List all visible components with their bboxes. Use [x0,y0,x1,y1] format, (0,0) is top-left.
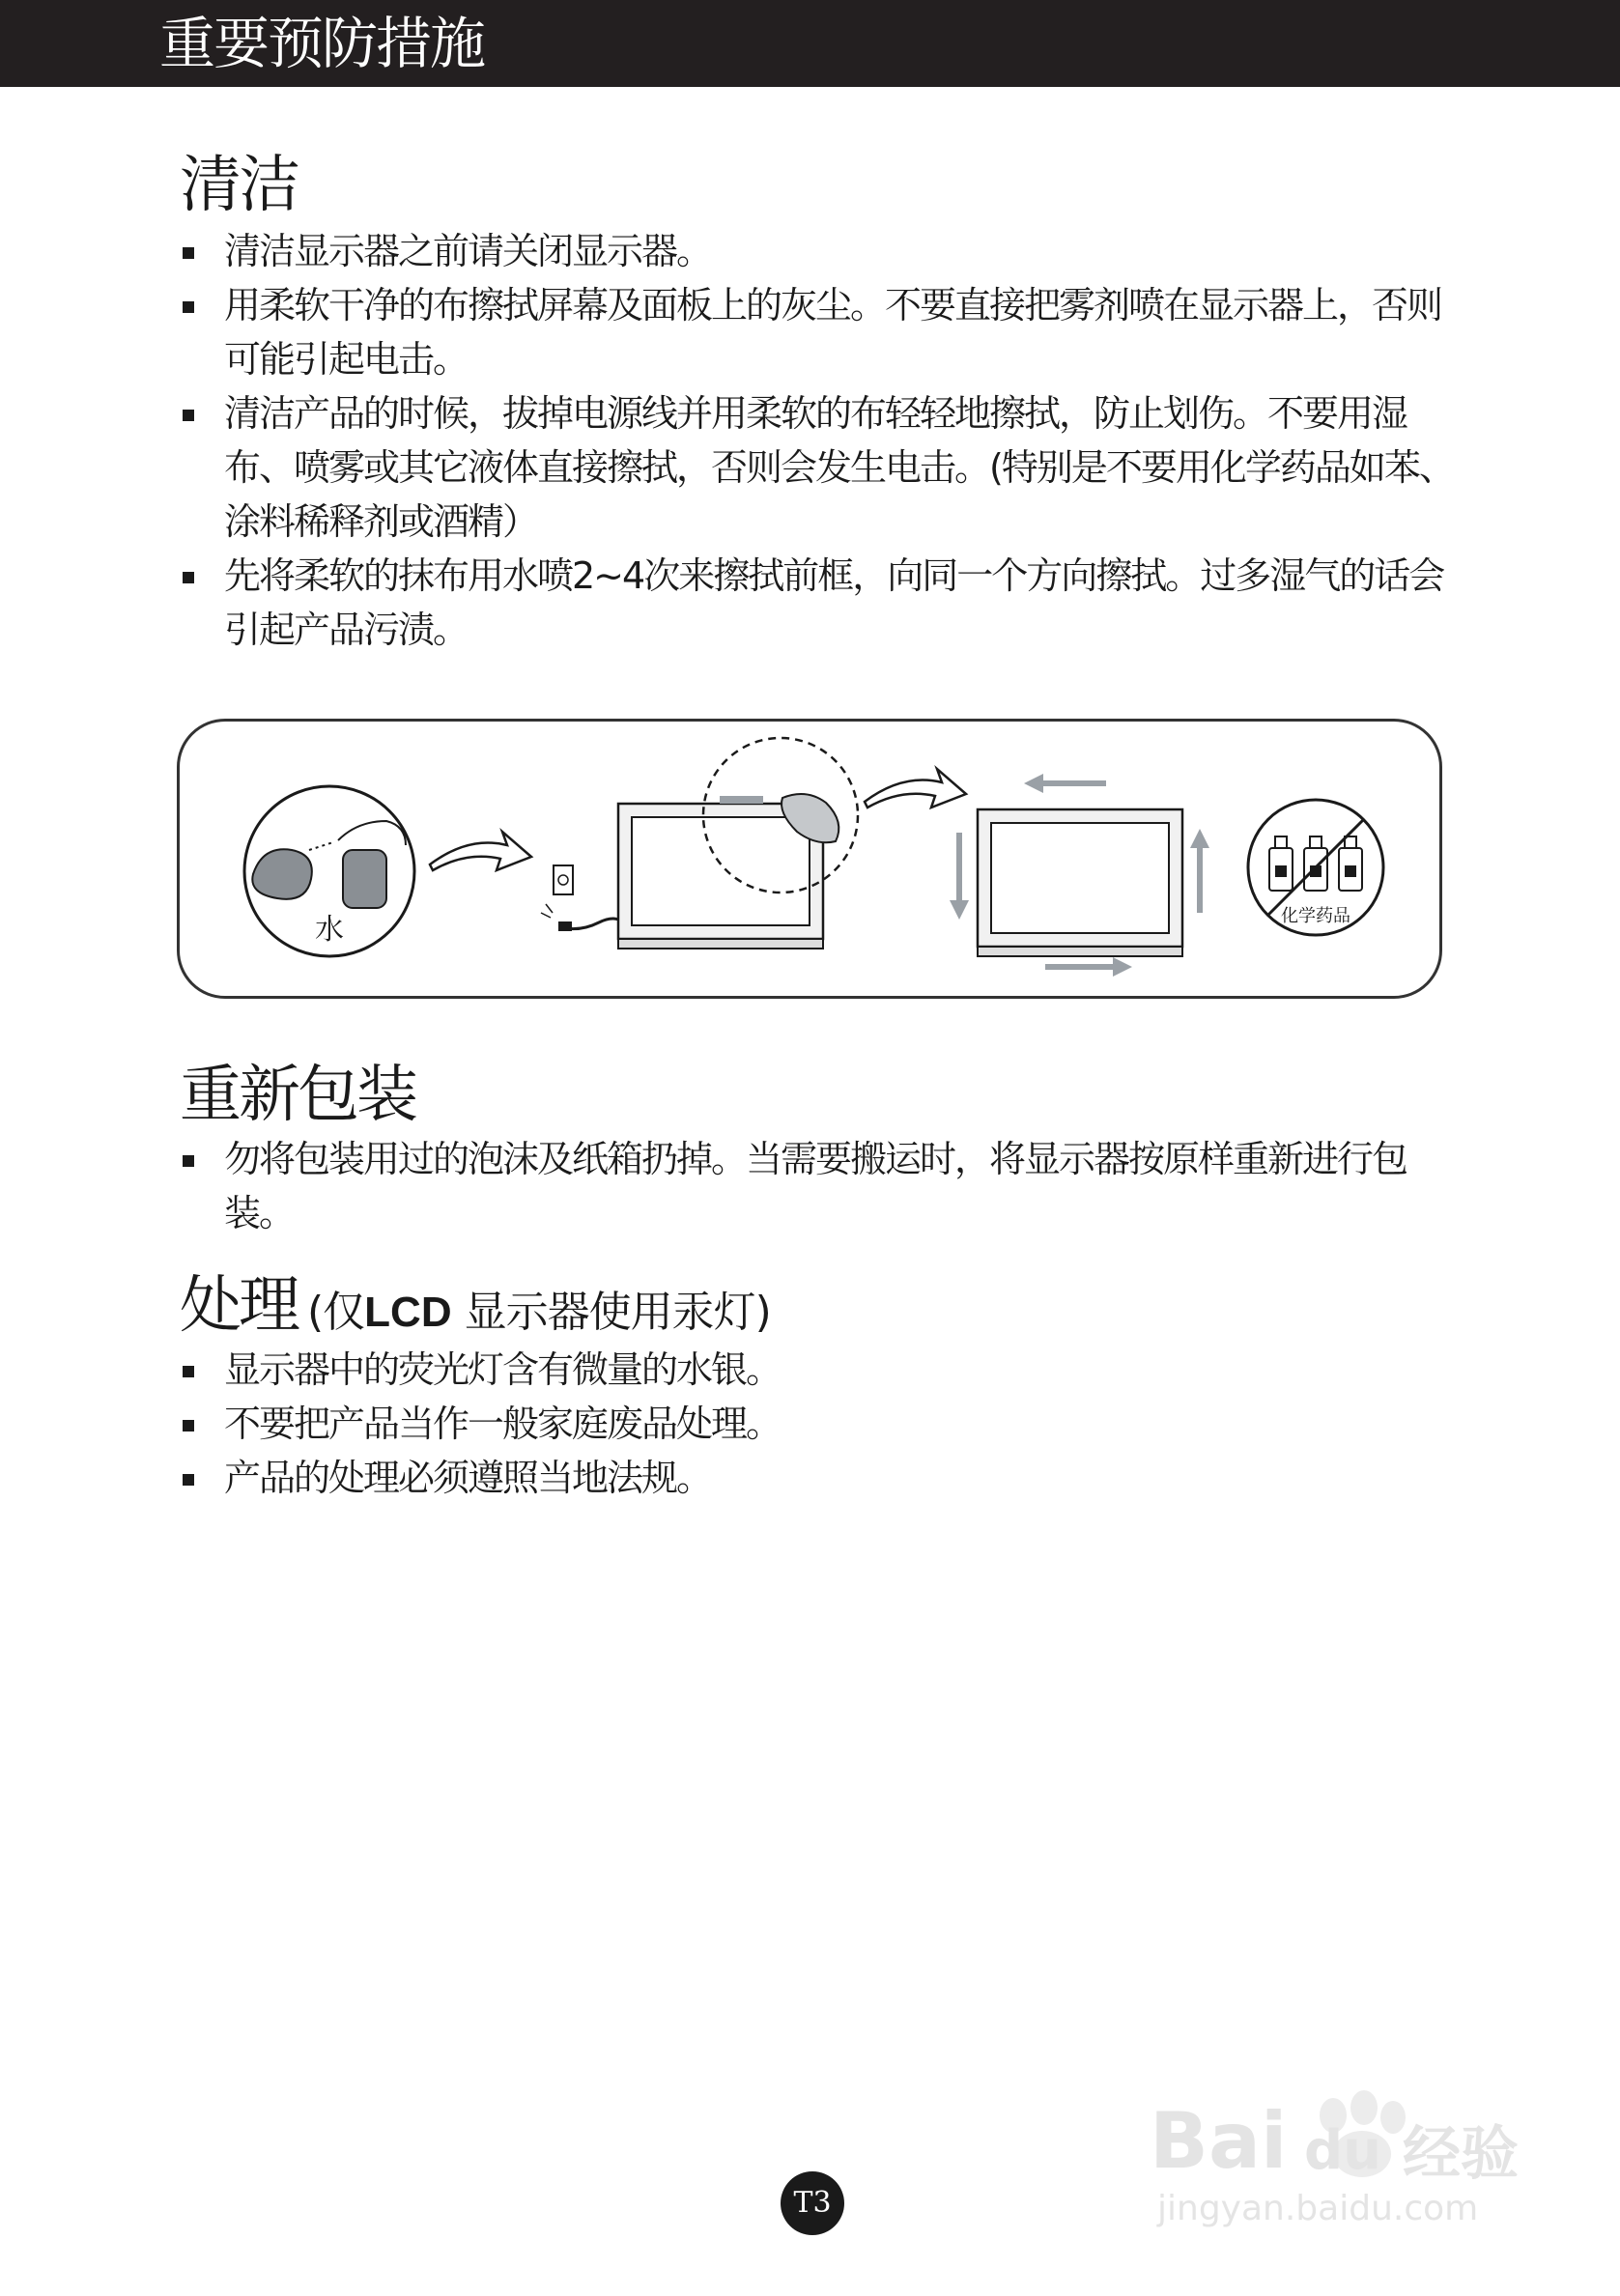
repacking-list [180,1132,1455,1240]
arrow-icon [430,832,531,870]
watermark-brand-right: du [1304,2119,1381,2182]
list-item: 不要把产品当作一般家庭废品处理。 [180,1397,1455,1451]
arrow-icon [865,769,966,808]
disposal-subtitle-pre: (仅 [307,1288,365,1337]
disposal-subtitle-bold: LCD [364,1289,452,1336]
watermark-brand-cn: 经验 [1403,2120,1519,2188]
cleaning-illustration [0,0,1620,1063]
watermark-brand-left: Bai [1150,2096,1288,2186]
water-label: 水 [315,913,344,947]
list-item: 显示器中的荧光灯含有微量的水银。 [180,1343,1455,1397]
watermark-url: jingyan.baidu.com [1157,2189,1479,2228]
disposal-subtitle [307,1288,771,1337]
disposal-list [180,1343,1455,1505]
disposal-title-main: 处理 [180,1270,298,1342]
list-item: 清洁产品的时候，拔掉电源线并用柔软的布轻轻地擦拭，防止划伤。不要用湿布、喷雾或其它液体直接擦拭，否则会发生电击。(特别是不要用化学药品如苯、涂料稀释剂或酒精） [180,386,1455,549]
list-item: 用柔软干净的布擦拭屏幕及面板上的灰尘。不要直接把雾剂喷在显示器上，否则可能引起电击。 [180,278,1455,386]
direction-arrows-icon [950,774,1209,977]
list-item: 先将柔软的抹布用水喷2~4次来擦拭前框，向同一个方向擦拭。过多湿气的话会引起产品污渍。 [180,549,1455,657]
power-plug-icon [541,865,628,931]
page-number: T3 [781,2171,844,2235]
list-item: 勿将包装用过的泡沫及纸箱扔掉。当需要搬运时，将显示器按原样重新进行包装。 [180,1132,1455,1240]
disposal-subtitle-post: 显示器使用汞灯) [464,1288,771,1337]
list-item: 清洁显示器之前请关闭显示器。 [180,224,1455,278]
disposal-title [180,1267,771,1351]
page-header-title: 重要预防措施 [159,11,485,76]
chemicals-label: 化学药品 [1281,906,1350,926]
cleaning-title: 清洁 [180,150,298,221]
list-item: 产品的处理必须遵照当地法规。 [180,1451,1455,1505]
repacking-title: 重新包装 [180,1060,415,1131]
baidu-watermark [1150,2057,1536,2231]
